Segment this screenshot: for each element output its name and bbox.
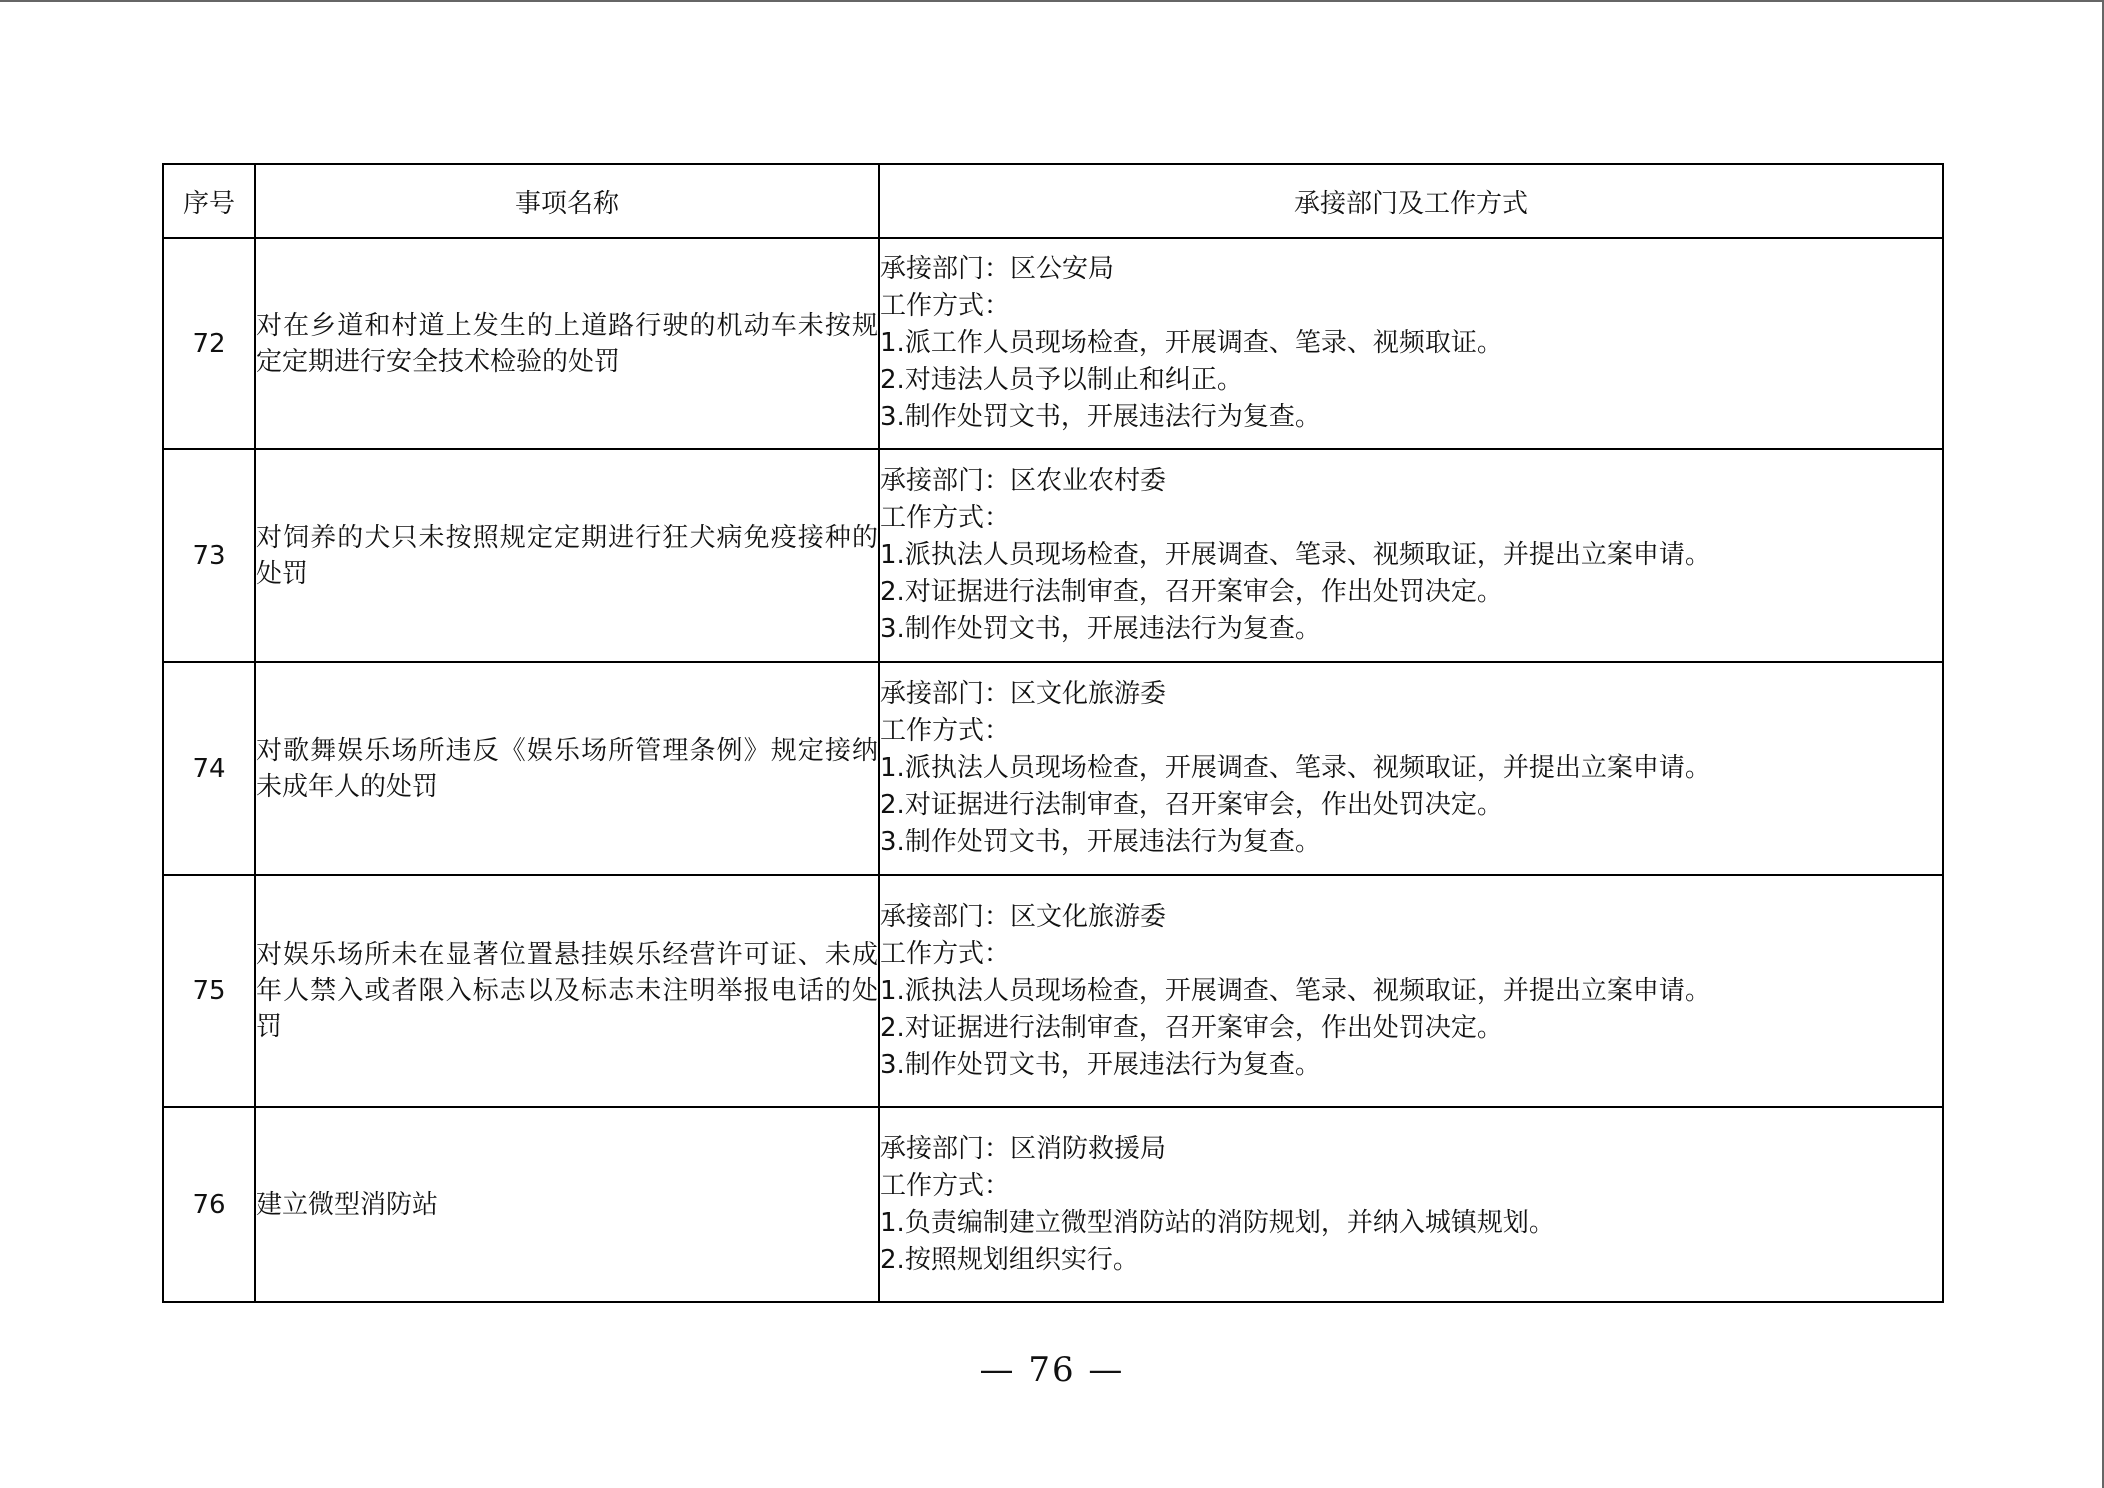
method-step <box>880 1010 1942 1047</box>
step-text: 制作处罚文书，开展违法行为复查。 <box>904 1049 1321 1080</box>
department-line: 承接部门：区文化旅游委 <box>880 901 1167 932</box>
method-step <box>880 611 1942 648</box>
step-number: 2. <box>880 1244 905 1275</box>
step-text: 负责编制建立微型消防站的消防规划，并纳入城镇规划。 <box>904 1207 1555 1238</box>
step-text: 派执法人员现场检查，开展调查、笔录、视频取证，并提出立案申请。 <box>904 753 1711 783</box>
row-item-name: 对饲养的犬只未按照规定定期进行狂犬病免疫接种的处罚 <box>255 449 879 662</box>
step-number: 1. <box>880 975 905 1006</box>
step-text: 对违法人员予以制止和纠正。 <box>904 365 1243 395</box>
row-department-and-method <box>879 449 1943 662</box>
step-number: 2. <box>880 365 905 395</box>
row-serial-number: 76 <box>163 1107 255 1302</box>
step-number: 1. <box>880 1207 905 1238</box>
method-title: 工作方式： <box>880 1170 1011 1201</box>
step-number: 3. <box>880 827 905 857</box>
department-line: 承接部门：区文化旅游委 <box>880 679 1167 709</box>
step-number: 3. <box>880 614 905 644</box>
page-border-top <box>0 0 2104 2</box>
step-text: 制作处罚文书，开展违法行为复查。 <box>904 827 1321 857</box>
header-item-name: 事项名称 <box>255 164 879 238</box>
step-text: 按照规划组织实行。 <box>904 1244 1139 1275</box>
row-department-and-method <box>879 662 1943 875</box>
row-department-and-method <box>879 238 1943 449</box>
row-serial-number: 72 <box>163 238 255 449</box>
table-row <box>163 238 1943 449</box>
row-item-name: 对在乡道和村道上发生的上道路行驶的机动车未按规定定期进行安全技术检验的处罚 <box>255 238 879 449</box>
table-header-row <box>163 164 1943 238</box>
method-step <box>880 750 1942 787</box>
row-item-name: 对娱乐场所未在显著位置悬挂娱乐经营许可证、未成年人禁入或者限入标志以及标志未注明举报电话的处罚 <box>255 875 879 1107</box>
row-serial-number: 75 <box>163 875 255 1107</box>
method-title: 工作方式： <box>880 291 1011 321</box>
step-number: 1. <box>880 540 905 570</box>
step-number: 3. <box>880 1049 905 1080</box>
step-text: 制作处罚文书，开展违法行为复查。 <box>904 614 1321 644</box>
department-line: 承接部门：区公安局 <box>880 254 1115 284</box>
header-department-and-method: 承接部门及工作方式 <box>879 164 1943 238</box>
row-department-and-method <box>879 1107 1943 1302</box>
step-text: 制作处罚文书，开展违法行为复查。 <box>904 402 1321 432</box>
method-step <box>880 574 1942 611</box>
step-text: 派工作人员现场检查，开展调查、笔录、视频取证。 <box>904 328 1503 358</box>
row-serial-number: 74 <box>163 662 255 875</box>
method-title: 工作方式： <box>880 503 1011 533</box>
step-number: 2. <box>880 1012 905 1043</box>
table-row <box>163 875 1943 1107</box>
step-number: 2. <box>880 577 905 607</box>
step-number: 2. <box>880 790 905 820</box>
step-number: 1. <box>880 753 905 783</box>
method-step <box>880 537 1942 574</box>
method-step <box>880 787 1942 824</box>
table-row <box>163 449 1943 662</box>
method-title: 工作方式： <box>880 938 1011 969</box>
method-step <box>880 1047 1942 1084</box>
department-line: 承接部门：区消防救援局 <box>880 1133 1167 1164</box>
step-text: 派执法人员现场检查，开展调查、笔录、视频取证，并提出立案申请。 <box>904 540 1711 570</box>
method-step <box>880 362 1942 399</box>
step-text: 对证据进行法制审查，召开案审会，作出处罚决定。 <box>904 577 1503 607</box>
row-item-name: 建立微型消防站 <box>255 1107 879 1302</box>
table-row <box>163 1107 1943 1302</box>
method-step <box>880 399 1942 436</box>
method-step <box>880 1242 1942 1279</box>
row-department-and-method <box>879 875 1943 1107</box>
method-step <box>880 1205 1942 1242</box>
method-step <box>880 824 1942 861</box>
table-row <box>163 662 1943 875</box>
row-serial-number: 73 <box>163 449 255 662</box>
item-table <box>162 163 1944 1303</box>
method-step <box>880 973 1942 1010</box>
method-step <box>880 325 1942 362</box>
row-item-name: 对歌舞娱乐场所违反《娱乐场所管理条例》规定接纳未成年人的处罚 <box>255 662 879 875</box>
page-number: — 76 — <box>979 1350 1125 1390</box>
step-number: 3. <box>880 402 905 432</box>
step-text: 对证据进行法制审查，召开案审会，作出处罚决定。 <box>904 1012 1503 1043</box>
method-title: 工作方式： <box>880 716 1011 746</box>
department-line: 承接部门：区农业农村委 <box>880 466 1167 496</box>
step-text: 对证据进行法制审查，召开案审会，作出处罚决定。 <box>904 790 1503 820</box>
step-text: 派执法人员现场检查，开展调查、笔录、视频取证，并提出立案申请。 <box>904 975 1711 1006</box>
header-serial-number: 序号 <box>163 164 255 238</box>
step-number: 1. <box>880 328 905 358</box>
